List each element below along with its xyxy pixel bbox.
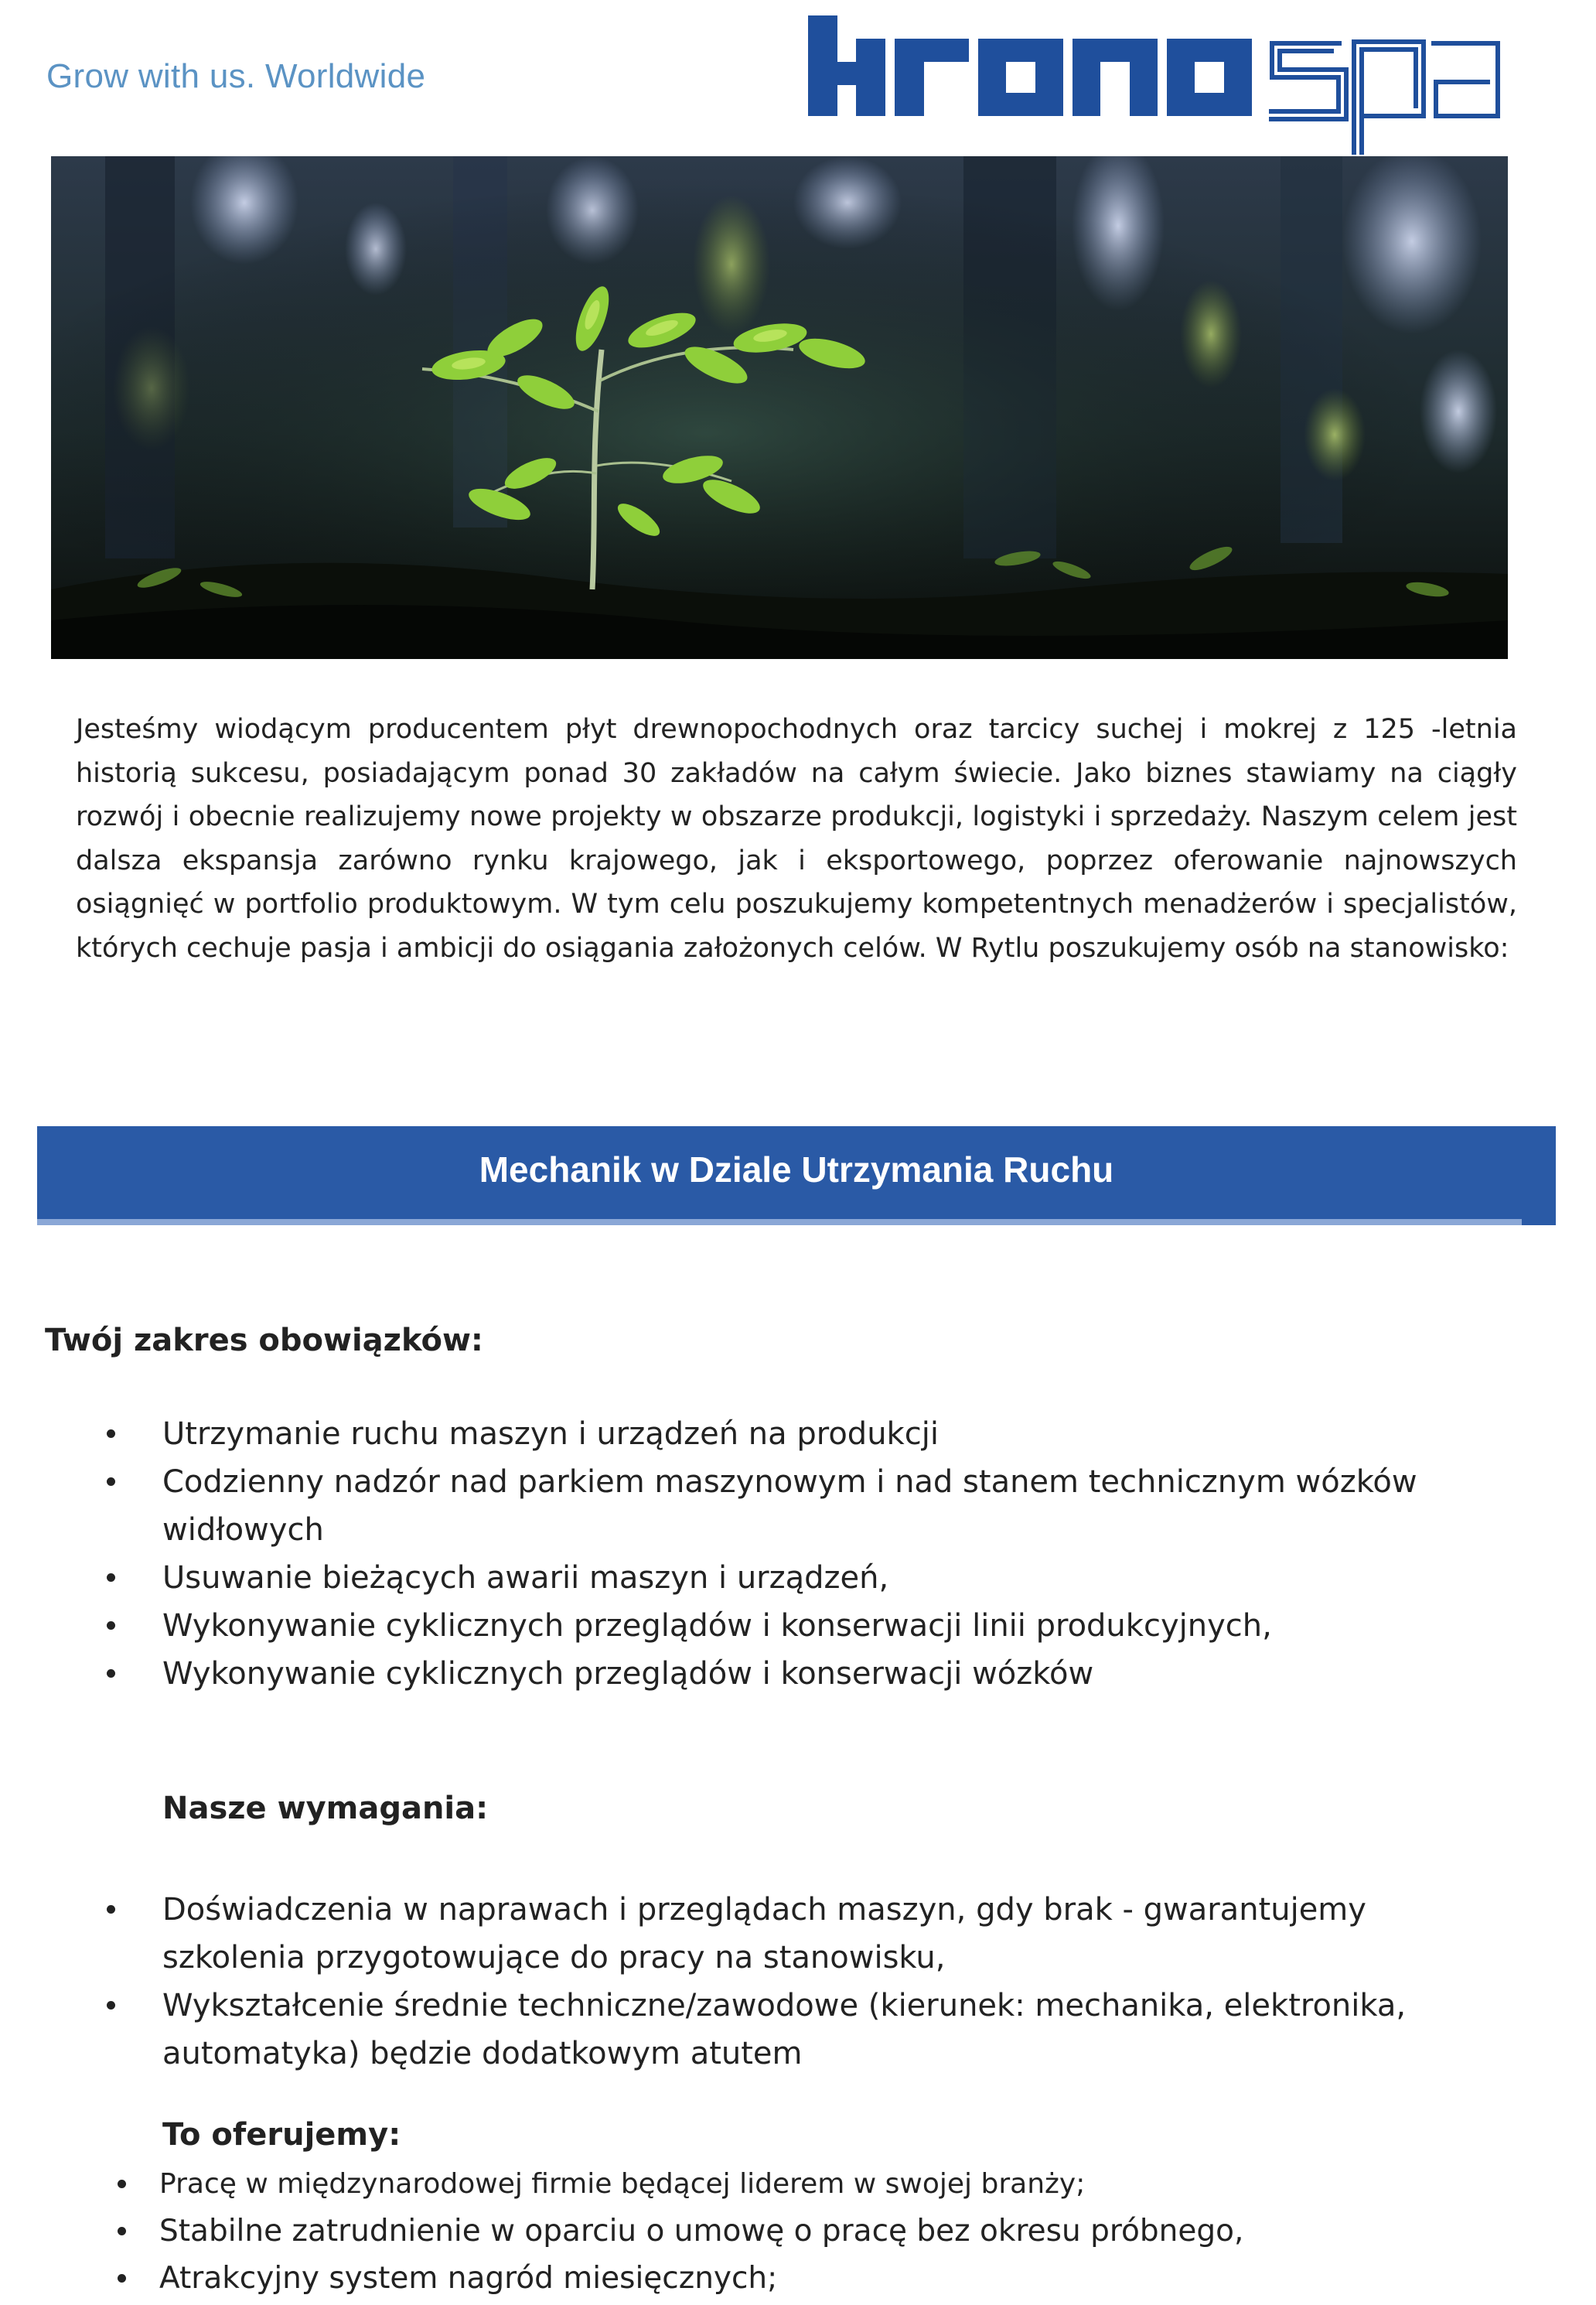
requirements-heading: Nasze wymagania: — [162, 1791, 489, 1826]
duties-heading: Twój zakres obowiązków: — [45, 1323, 483, 1358]
company-intro-paragraph: Jesteśmy wiodącym producentem płyt drewnopochodnych oraz tarcicy suchej i mokrej z 125 -letnia historią sukcesu, posiadającym ponad 30 zakładów na całym świecie. Jako biznes stawiamy na ciągły rozwój i obecnie realizujemy nowe projekty w obszarze produkcji, logistyki i sprzedaży. Naszym celem jest dalsza ekspansja zarówno rynku krajowego, jak i eksportowego, poprzez oferowanie najnowszych osiągnięć w portfolio produktowym. W tym celu poszukujemy kompetentnych menadżerów i specjalistów, których cechuje pasja i ambicji do osiągania założonych celów. W Rytlu poszukujemy osób na stanowisko: — [76, 714, 1517, 964]
bullet-icon — [107, 1905, 115, 1914]
bullet-icon — [118, 2227, 126, 2235]
bullet-icon — [107, 1573, 115, 1582]
duties-list — [162, 1410, 1492, 1698]
bullet-icon — [107, 2001, 115, 2010]
bullet-icon — [107, 1669, 115, 1678]
job-title: Mechanik w Dziale Utrzymania Ruchu — [479, 1149, 1114, 1190]
bullet-icon — [107, 1621, 115, 1630]
tagline: Grow with us. Worldwide — [46, 57, 426, 95]
kronospan-logo — [808, 15, 1504, 156]
bullet-icon — [118, 2274, 126, 2283]
list-item: Doświadczenia w naprawach i przeglądach maszyn, gdy brak - gwarantujemy szkolenia przygotowujące do pracy na stanowisku, — [162, 1886, 1477, 1982]
list-item: Usuwanie bieżących awarii maszyn i urządzeń, — [162, 1554, 1492, 1602]
banner-underline — [37, 1219, 1522, 1225]
requirements-list — [162, 1886, 1477, 2078]
bullet-icon — [107, 1477, 115, 1486]
offer-list — [159, 2160, 1520, 2302]
list-item: Utrzymanie ruchu maszyn i urządzeń na produkcji — [162, 1410, 1492, 1458]
list-item: Pracę w międzynarodowej firmie będącej liderem w swojej branży; — [159, 2160, 1520, 2208]
seedling-forest-photo — [51, 156, 1508, 659]
bullet-icon — [107, 1429, 115, 1438]
list-item: Wykonywanie cyklicznych przeglądów i konserwacji wózków — [162, 1650, 1492, 1698]
offer-heading: To oferujemy: — [162, 2117, 401, 2153]
list-item: Stabilne zatrudnienie w oparciu o umowę o pracę bez okresu próbnego, — [159, 2208, 1520, 2255]
list-item: Atrakcyjny system nagród miesięcznych; — [159, 2255, 1520, 2302]
list-item: Wykształcenie średnie techniczne/zawodowe (kierunek: mechanika, elektronika, automatyka) będzie dodatkowym atutem — [162, 1982, 1477, 2078]
list-item: Codzienny nadzór nad parkiem maszynowym i nad stanem technicznym wózków widłowych — [162, 1458, 1492, 1554]
list-item: Wykonywanie cyklicznych przeglądów i konserwacji linii produkcyjnych, — [162, 1602, 1492, 1650]
bullet-icon — [118, 2180, 126, 2188]
banner-edge — [1522, 1219, 1556, 1225]
